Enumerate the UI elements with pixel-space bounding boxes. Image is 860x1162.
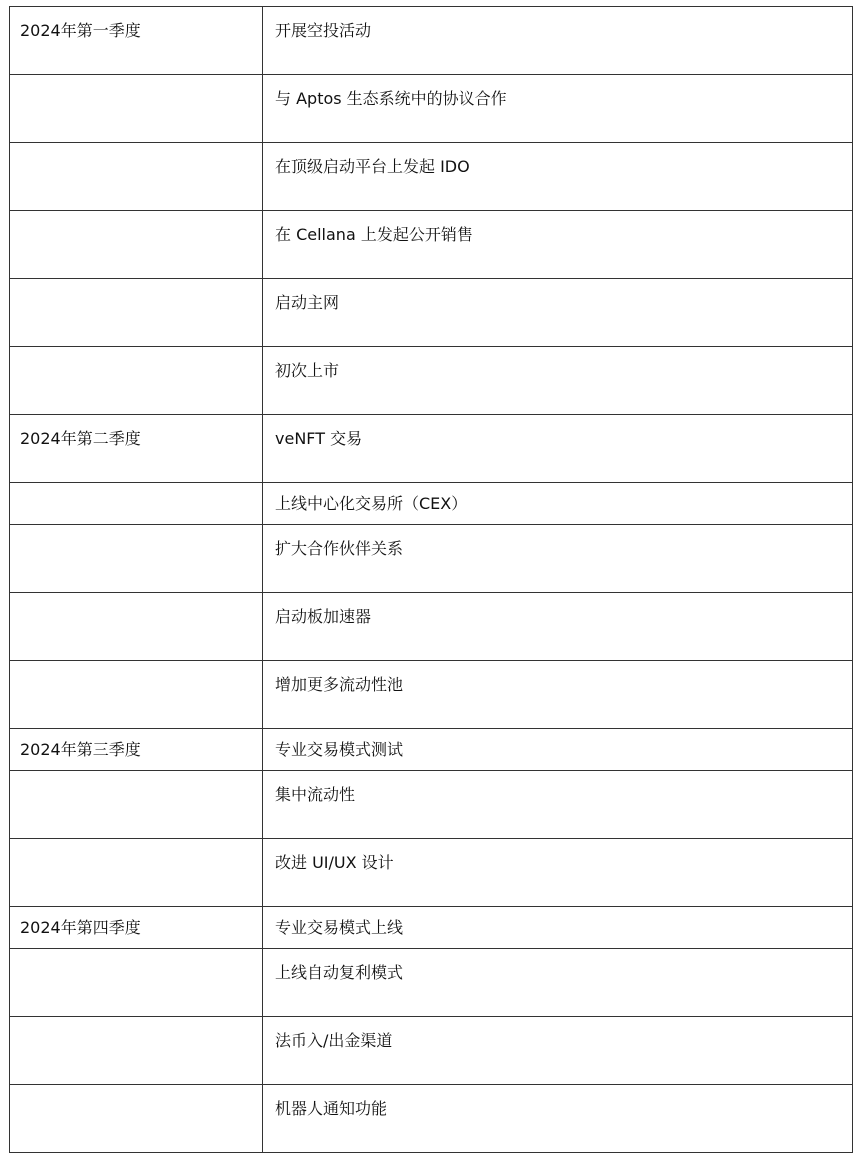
quarter-cell: 2024年第三季度	[10, 729, 263, 771]
quarter-cell	[10, 75, 263, 143]
table-row	[10, 593, 853, 661]
table-row	[10, 1017, 853, 1085]
quarter-cell	[10, 483, 263, 525]
table-row	[10, 949, 853, 1017]
quarter-cell	[10, 949, 263, 1017]
milestone-cell: 增加更多流动性池	[263, 661, 853, 729]
milestone-cell: 扩大合作伙伴关系	[263, 525, 853, 593]
table-row	[10, 279, 853, 347]
table-row	[10, 347, 853, 415]
table-row	[10, 661, 853, 729]
table-row	[10, 771, 853, 839]
table-row	[10, 143, 853, 211]
milestone-cell: 集中流动性	[263, 771, 853, 839]
quarter-cell	[10, 525, 263, 593]
milestone-cell: 启动板加速器	[263, 593, 853, 661]
roadmap-table-body	[10, 7, 853, 1153]
milestone-cell: 上线中心化交易所（CEX）	[263, 483, 853, 525]
table-row	[10, 415, 853, 483]
milestone-cell: 上线自动复利模式	[263, 949, 853, 1017]
quarter-cell	[10, 661, 263, 729]
quarter-cell: 2024年第二季度	[10, 415, 263, 483]
milestone-cell: 专业交易模式上线	[263, 907, 853, 949]
milestone-cell: 专业交易模式测试	[263, 729, 853, 771]
table-row	[10, 483, 853, 525]
quarter-cell: 2024年第一季度	[10, 7, 263, 75]
table-row	[10, 525, 853, 593]
table-row	[10, 75, 853, 143]
table-row	[10, 211, 853, 279]
milestone-cell: 法币入/出金渠道	[263, 1017, 853, 1085]
quarter-cell: 2024年第四季度	[10, 907, 263, 949]
quarter-cell	[10, 1085, 263, 1153]
milestone-cell: veNFT 交易	[263, 415, 853, 483]
milestone-cell: 在顶级启动平台上发起 IDO	[263, 143, 853, 211]
milestone-cell: 改进 UI/UX 设计	[263, 839, 853, 907]
quarter-cell	[10, 839, 263, 907]
milestone-cell: 在 Cellana 上发起公开销售	[263, 211, 853, 279]
roadmap-table	[9, 6, 853, 1153]
milestone-cell: 启动主网	[263, 279, 853, 347]
table-row	[10, 1085, 853, 1153]
milestone-cell: 开展空投活动	[263, 7, 853, 75]
quarter-cell	[10, 211, 263, 279]
quarter-cell	[10, 1017, 263, 1085]
table-row	[10, 7, 853, 75]
quarter-cell	[10, 279, 263, 347]
milestone-cell: 机器人通知功能	[263, 1085, 853, 1153]
table-row	[10, 907, 853, 949]
quarter-cell	[10, 771, 263, 839]
milestone-cell: 初次上市	[263, 347, 853, 415]
quarter-cell	[10, 593, 263, 661]
quarter-cell	[10, 347, 263, 415]
milestone-cell: 与 Aptos 生态系统中的协议合作	[263, 75, 853, 143]
table-row	[10, 839, 853, 907]
table-row	[10, 729, 853, 771]
quarter-cell	[10, 143, 263, 211]
